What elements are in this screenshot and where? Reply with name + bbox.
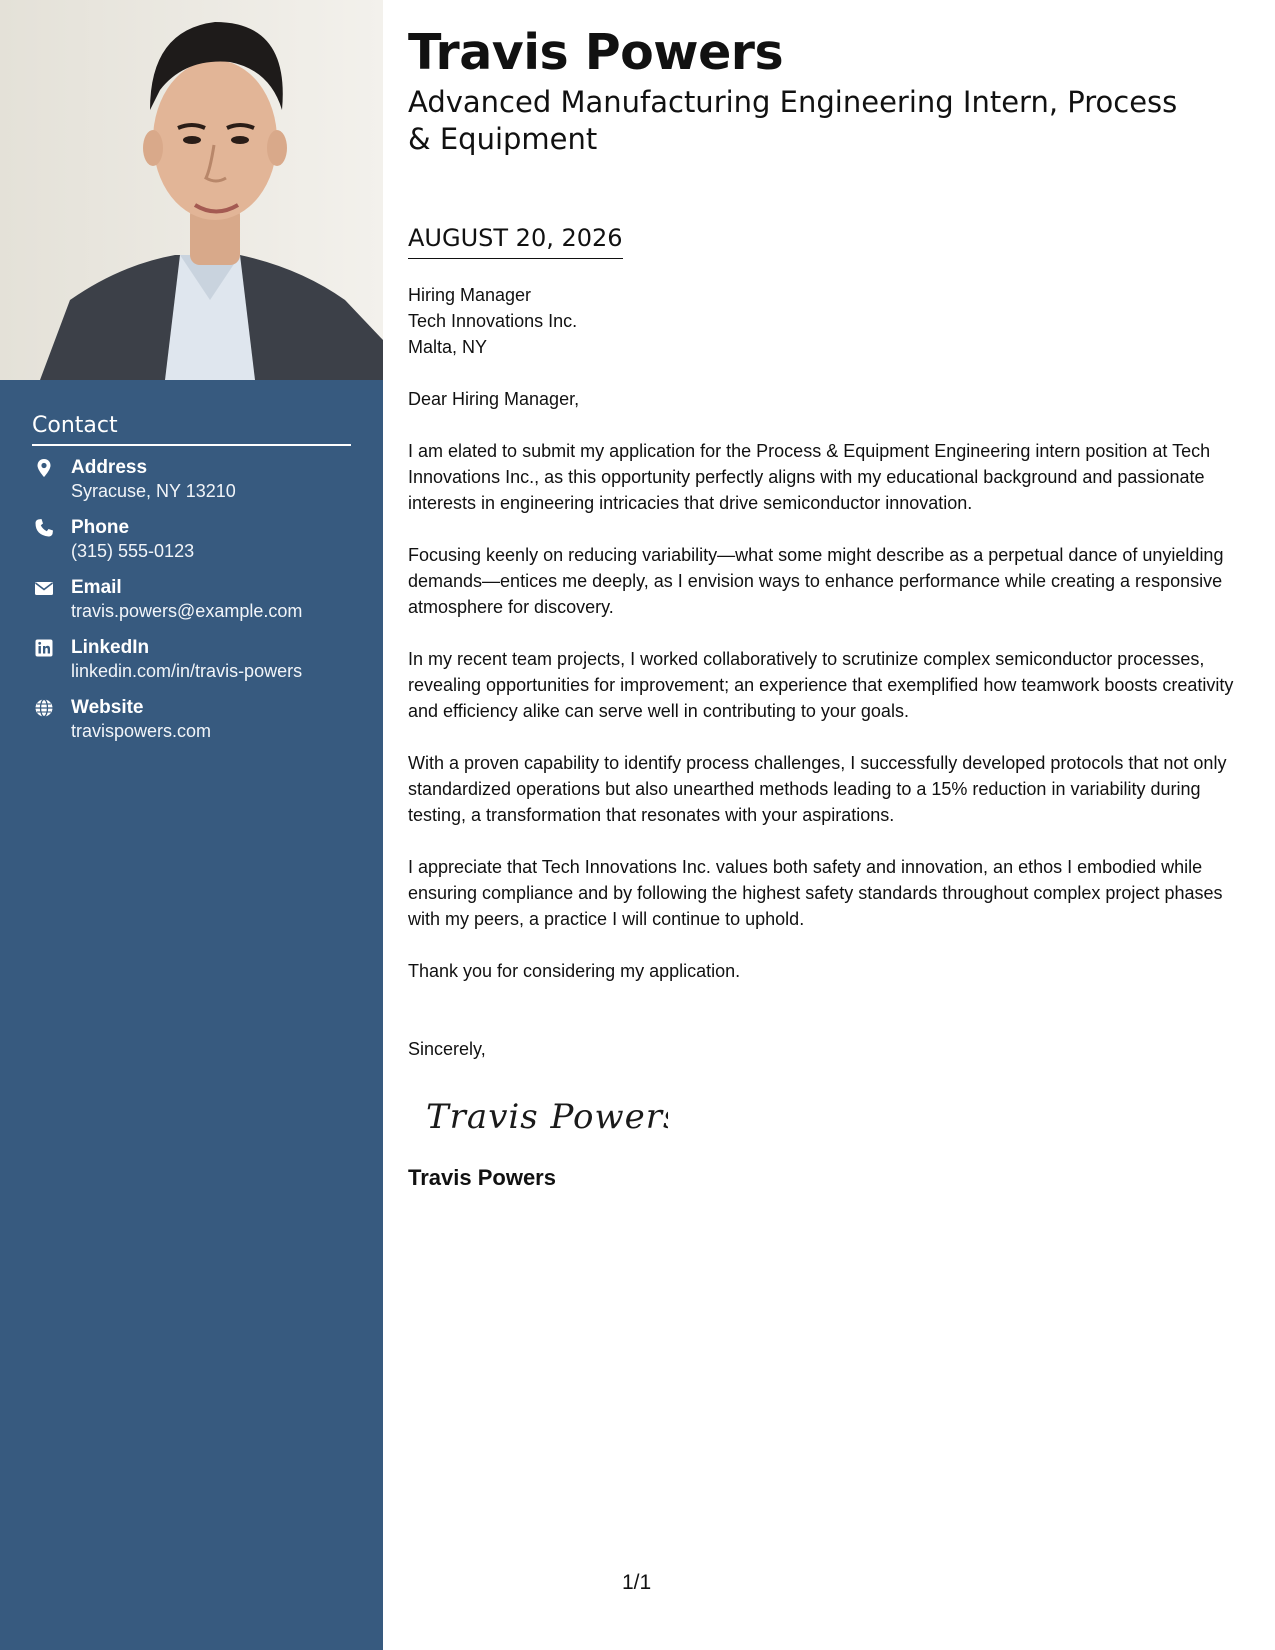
contact-heading: Contact: [32, 412, 351, 446]
paragraph: In my recent team projects, I worked collaboratively to scrutinize complex semiconductor processes, revealing opportunities for improvement; an experience that exemplified how teamwork boosts creativity and efficiency alike can serve well in contributing to your goals.: [408, 649, 1234, 721]
contact-label: Phone: [71, 517, 130, 538]
contact-website: [32, 696, 351, 743]
header: [408, 22, 1253, 158]
paragraph: Focusing keenly on reducing variability—what some might describe as a perpetual dance of unyielding demands—entices me deeply, as I envision ways to enhance performance while creating a responsive atmosphere for discovery.: [408, 545, 1224, 617]
contact-value: travis.powers@example.com: [71, 601, 303, 621]
contact-value[interactable]: travispowers.com: [71, 721, 212, 741]
paragraph: Thank you for considering my application.: [408, 961, 741, 981]
paragraph: I am elated to submit my application for the Process & Equipment Engineering intern position at Tech Innovations Inc., as this opportunity perfectly aligns with my educational background and passionate interests in engineering intricacies that drive semiconductor innovation.: [408, 441, 1211, 513]
globe-icon: [34, 698, 54, 718]
contact-value[interactable]: linkedin.com/in/travis-powers: [71, 661, 303, 681]
recipient-line: Tech Innovations Inc.: [408, 311, 578, 331]
contact-email: [32, 576, 351, 623]
profile-photo: [0, 0, 383, 380]
envelope-icon: [34, 578, 54, 598]
location-pin-icon: [34, 458, 54, 478]
signed-name: Travis Powers: [408, 1165, 556, 1190]
letter-body: [408, 282, 1253, 1192]
job-title: Advanced Manufacturing Engineering Intern, Process & Equipment: [408, 85, 1178, 156]
signature: [408, 1080, 1253, 1150]
paragraph: I appreciate that Tech Innovations Inc. values both safety and innovation, an ethos I embodied while ensuring compliance and by following the highest safety standards throughout complex project phases with my peers, a practice I will continue to uphold.: [408, 857, 1223, 929]
linkedin-icon: [34, 638, 54, 658]
sidebar: [0, 0, 383, 1650]
salutation: Dear Hiring Manager,: [408, 389, 580, 409]
recipient-line: Malta, NY: [408, 337, 488, 357]
phone-icon: [34, 518, 54, 538]
recipient-line: Hiring Manager: [408, 285, 532, 305]
recipient-block: [408, 282, 1253, 360]
contact-address: [32, 456, 351, 503]
contact-phone: [32, 516, 351, 563]
page-number: 1/1: [622, 1571, 652, 1594]
contact-value: Syracuse, NY 13210: [71, 481, 236, 501]
contact-linkedin: [32, 636, 351, 683]
contact-label: Website: [71, 697, 144, 718]
contact-label: Address: [71, 457, 148, 478]
contact-section: [32, 412, 351, 756]
applicant-name: Travis Powers: [408, 24, 784, 81]
signature-text: Travis Powers: [426, 1097, 668, 1137]
contact-label: LinkedIn: [71, 637, 150, 658]
contact-label: Email: [71, 577, 122, 598]
contact-value: (315) 555-0123: [71, 541, 195, 561]
closing: Sincerely,: [408, 1039, 486, 1059]
letter-date: AUGUST 20, 2026: [408, 222, 623, 259]
paragraph: With a proven capability to identify process challenges, I successfully developed protocols that not only standardized operations but also unearthed methods leading to a 15% reduction in variability during testing, a transformation that resonates with your aspirations.: [408, 753, 1227, 825]
